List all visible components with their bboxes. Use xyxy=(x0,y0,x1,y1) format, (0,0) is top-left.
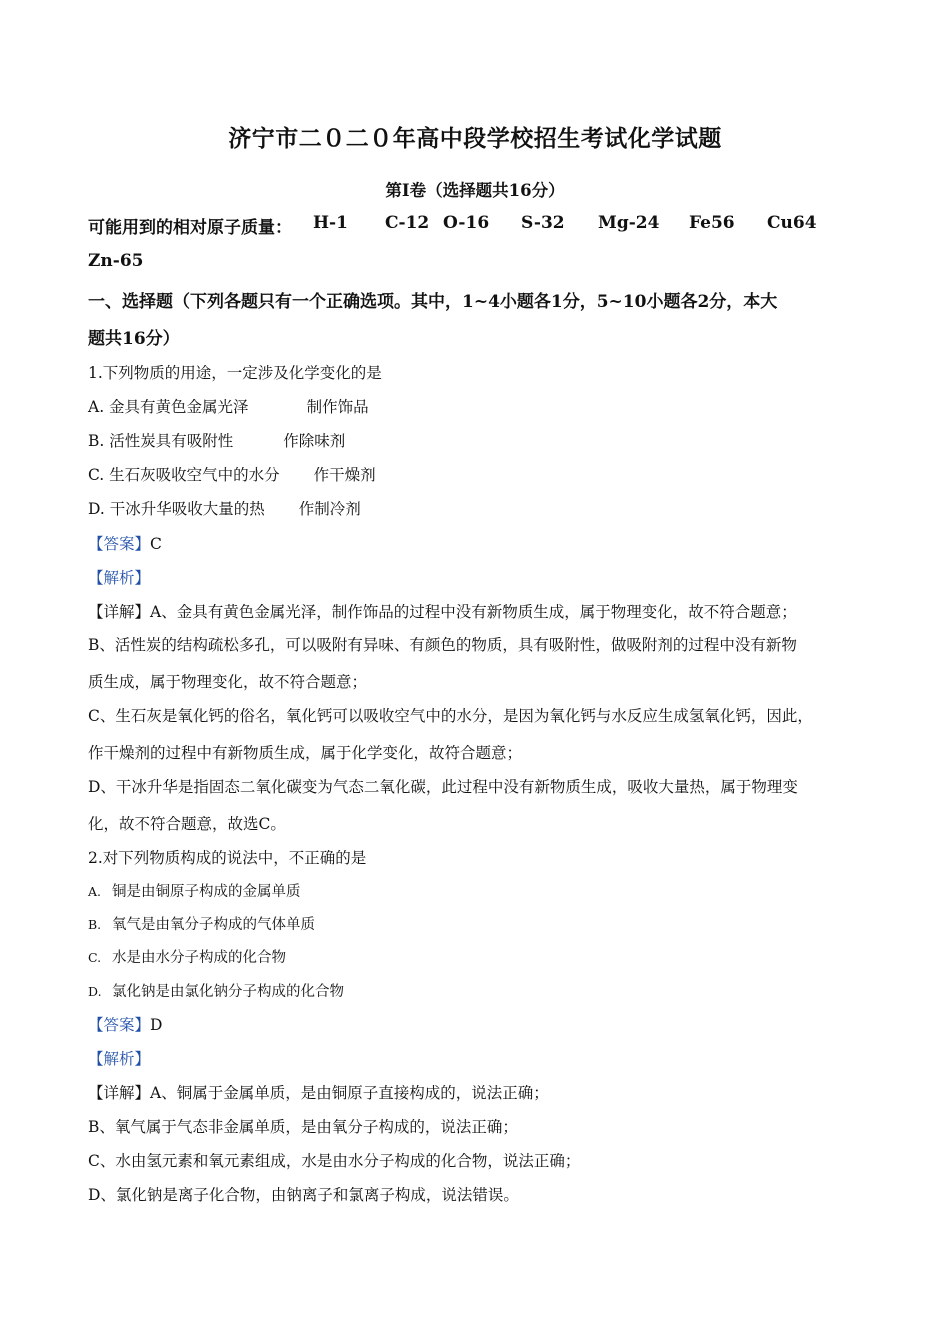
option-use: 作干燥剂 xyxy=(313,466,376,484)
mass-item: H-1 xyxy=(313,213,348,233)
q1-detail-line: B、活性炭的结构疏松多孔，可以吸附有异味、有颜色的物质，具有吸附性，做吸附剂的过程中没有新物 xyxy=(88,636,797,654)
option-letter: A. xyxy=(88,884,102,899)
option-text: A. 金具有黄色金属光泽 xyxy=(88,398,249,416)
q2-option-c xyxy=(88,946,286,967)
q2-answer xyxy=(88,1013,162,1035)
q2-option-a xyxy=(88,880,301,901)
q2-detail-line xyxy=(88,1081,549,1103)
q2-option-d xyxy=(88,980,344,1001)
option-text: C. 生石灰吸收空气中的水分 xyxy=(88,466,280,484)
mass-item: O-16 xyxy=(443,213,490,233)
detail-text: A、铜属于金属单质，是由铜原子直接构成的，说法正确； xyxy=(150,1084,549,1102)
option-use: 作除味剂 xyxy=(283,432,346,450)
option-text: B. 活性炭具有吸附性 xyxy=(88,432,234,450)
section-heading-line2: 题共16分） xyxy=(88,329,180,349)
mass-item: Fe56 xyxy=(689,213,735,233)
option-letter: B. xyxy=(88,917,102,932)
q1-option-a xyxy=(88,395,369,417)
atomic-mass-last: Zn-65 xyxy=(88,251,144,271)
option-letter: D. xyxy=(88,984,102,999)
q2-detail-line: B、氧气属于气态非金属单质，是由氧分子构成的，说法正确； xyxy=(88,1118,518,1136)
answer-tag: 【答案】 xyxy=(88,1016,151,1034)
option-use: 作制冷剂 xyxy=(298,500,361,518)
q1-detail-line: 质生成，属于物理变化，故不符合题意； xyxy=(88,673,368,691)
section-heading-line1: 一、选择题（下列各题只有一个正确选项。其中，1~4小题各1分，5~10小题各2分，本大 xyxy=(88,292,778,312)
option-text: 氯化钠是由氯化钠分子构成的化合物 xyxy=(112,984,344,1000)
q1-option-c xyxy=(88,463,376,485)
option-text: 铜是由铜原子构成的金属单质 xyxy=(112,884,301,900)
mass-item: Cu64 xyxy=(767,213,817,233)
q2-detail-line: C、水由氢元素和氧元素组成，水是由水分子构成的化合物，说法正确； xyxy=(88,1152,581,1170)
mass-item: Mg-24 xyxy=(598,213,660,233)
option-text: D. 干冰升华吸收大量的热 xyxy=(88,500,265,518)
detail-tag: 【详解】 xyxy=(88,1084,151,1102)
q2-detail-line: D、氯化钠是离子化合物，由钠离子和氯离子构成，说法错误。 xyxy=(88,1186,519,1204)
answer-tag: 【答案】 xyxy=(88,535,151,553)
answer-value: D xyxy=(150,1016,163,1034)
q2-analysis-tag: 【解析】 xyxy=(88,1050,151,1068)
option-letter: C. xyxy=(88,950,102,965)
q1-option-b xyxy=(88,429,345,451)
option-use: 制作饰品 xyxy=(306,398,369,416)
atomic-mass-label: 可能用到的相对原子质量： xyxy=(88,218,292,238)
q1-analysis-tag: 【解析】 xyxy=(88,569,151,587)
q2-stem: 2.对下列物质构成的说法中，不正确的是 xyxy=(88,849,367,867)
q1-answer xyxy=(88,532,162,554)
answer-value: C xyxy=(150,535,162,553)
q1-detail-line: D、干冰升华是指固态二氧化碳变为气态二氧化碳，此过程中没有新物质生成，吸收大量热，属于物理变 xyxy=(88,778,798,796)
q1-option-d xyxy=(88,497,361,519)
mass-item: S-32 xyxy=(521,213,565,233)
q1-detail-line: C、生石灰是氧化钙的俗名，氧化钙可以吸收空气中的水分，是因为氧化钙与水反应生成氢氧化钙，因此， xyxy=(88,707,813,725)
q1-detail-line: 化，故不符合题意，故选C。 xyxy=(88,815,286,833)
detail-tag: 【详解】 xyxy=(88,603,151,621)
detail-text: A、金具有黄色金属光泽，制作饰品的过程中没有新物质生成，属于物理变化，故不符合题意； xyxy=(150,603,797,621)
exam-title: 济宁市二０二０年高中段学校招生考试化学试题 xyxy=(228,125,722,152)
volume-subtitle: 第I卷（选择题共16分） xyxy=(385,181,565,200)
q1-detail-line: 作干燥剂的过程中有新物质生成，属于化学变化，故符合题意； xyxy=(88,744,523,762)
q1-detail-line xyxy=(88,600,797,622)
q2-option-b xyxy=(88,913,315,934)
mass-item: C-12 xyxy=(385,213,430,233)
option-text: 水是由水分子构成的化合物 xyxy=(112,950,286,966)
option-text: 氧气是由氧分子构成的气体单质 xyxy=(112,917,315,933)
q1-stem: 1.下列物质的用途，一定涉及化学变化的是 xyxy=(88,364,382,382)
